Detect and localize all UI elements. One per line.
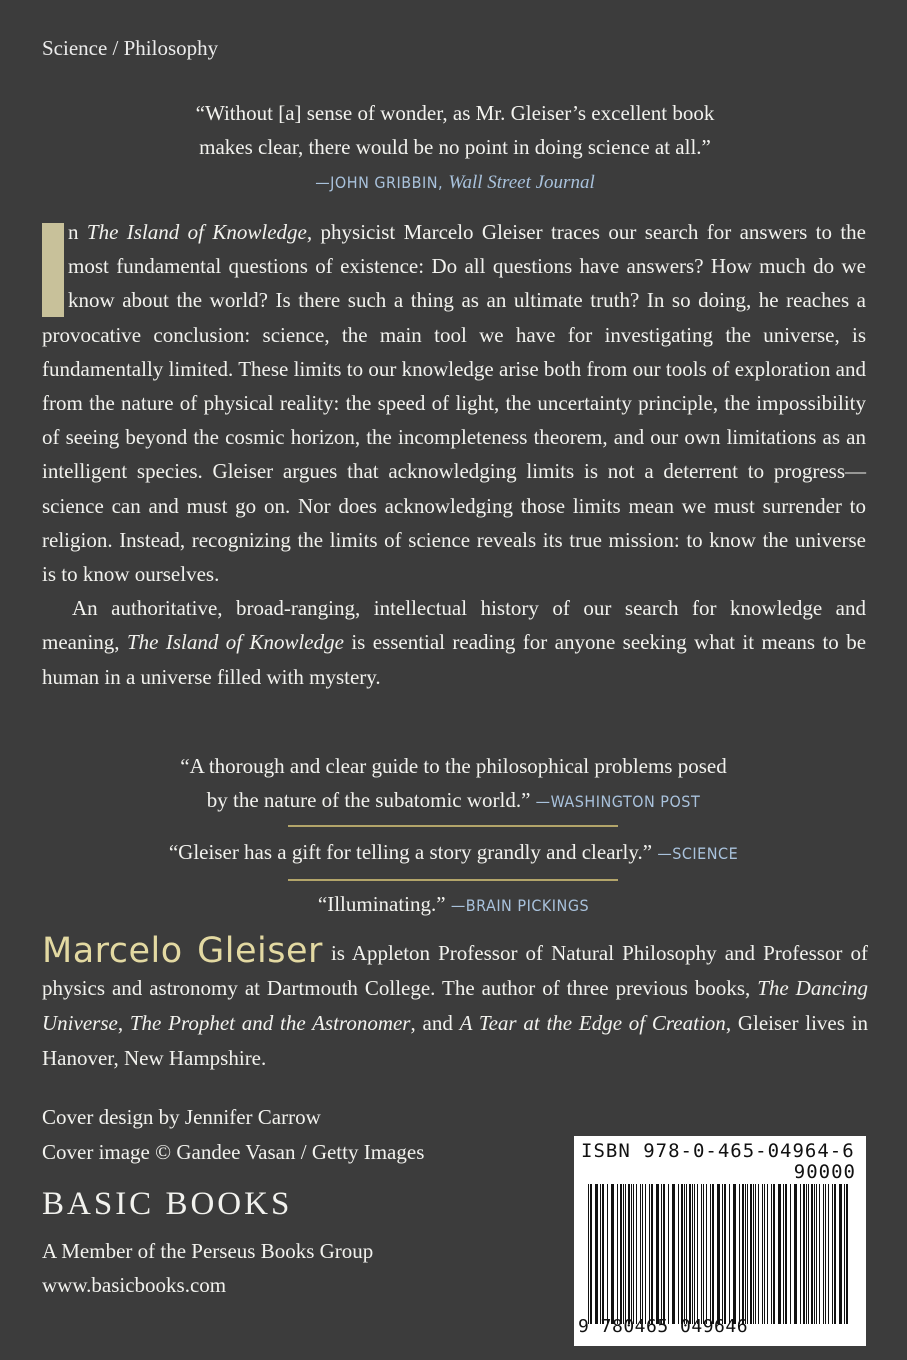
book-title: The Island of Knowledge xyxy=(126,630,344,655)
barcode-bar xyxy=(710,1184,711,1324)
publisher-logo: BASIC BOOKS xyxy=(42,1186,293,1222)
barcode-bar xyxy=(750,1184,752,1324)
quote-attribution xyxy=(70,164,840,200)
barcode-bar xyxy=(724,1184,726,1324)
barcode-bar xyxy=(628,1184,630,1324)
barcode xyxy=(574,1136,866,1346)
barcode-bar xyxy=(607,1184,608,1324)
barcode-bar xyxy=(717,1184,720,1324)
barcode-bar xyxy=(729,1184,730,1324)
publisher-info xyxy=(42,1234,373,1302)
barcode-bar xyxy=(620,1184,622,1324)
barcode-bar xyxy=(747,1184,748,1324)
barcode-bar xyxy=(846,1184,848,1324)
barcode-bar xyxy=(602,1184,604,1324)
barcode-bar xyxy=(672,1184,675,1324)
barcode-bar xyxy=(745,1184,746,1324)
barcode-bar xyxy=(625,1184,626,1324)
barcode-bar xyxy=(663,1184,665,1324)
review-quote: “Gleiser has a gift for telling a story grandly and clearly.” —SCIENCE xyxy=(168,840,739,864)
barcode-bar xyxy=(689,1184,691,1324)
review-quote: “Illuminating.” —BRAIN PICKINGS xyxy=(317,892,590,916)
divider xyxy=(288,879,618,881)
barcode-bar xyxy=(783,1184,784,1324)
publisher-member-line: A Member of the Perseus Books Group xyxy=(42,1239,374,1263)
barcode-bar xyxy=(636,1184,637,1324)
divider xyxy=(288,825,618,827)
barcode-bar xyxy=(733,1184,736,1324)
barcode-bar xyxy=(645,1184,646,1324)
barcode-bar xyxy=(773,1184,775,1324)
isbn-text: ISBN 978-0-465-04964-6 xyxy=(581,1140,855,1162)
barcode-bar xyxy=(611,1184,614,1324)
barcode-bar xyxy=(651,1184,653,1324)
barcode-bar xyxy=(811,1184,813,1324)
book-title: The Island of Knowledge, xyxy=(86,220,313,244)
barcode-bar xyxy=(686,1184,687,1324)
barcode-bar xyxy=(642,1184,643,1324)
top-review-quote xyxy=(70,96,840,200)
cover-credits xyxy=(42,1100,424,1170)
barcode-bar xyxy=(692,1184,693,1324)
book-description xyxy=(42,215,866,694)
barcode-bar xyxy=(814,1184,815,1324)
barcode-bars xyxy=(588,1184,852,1324)
barcode-bar xyxy=(839,1184,842,1324)
drop-cap xyxy=(42,223,64,317)
barcode-bar xyxy=(656,1184,659,1324)
barcode-bar xyxy=(739,1184,740,1324)
barcode-bar xyxy=(640,1184,641,1324)
barcode-bar xyxy=(785,1184,787,1324)
barcode-bar xyxy=(808,1184,809,1324)
barcode-bar xyxy=(758,1184,759,1324)
barcode-bar xyxy=(712,1184,714,1324)
attribution-name: —BRAIN PICKINGS xyxy=(450,896,590,915)
description-paragraph: n The Island of Knowledge, physicist Marcelo Gleiser traces our search for answers to the most fundamental questions of existence: Do all questions have answers? How much do we know about the world? Is there such a thing as an ultimate truth? In so doing, he reaches a provocative conclusion: science, the main tool we have for investigating the universe, is fundamentally limited. These limits to our knowledge arise both from our tools of exploration and from the nature of physical reality: the speed of light, the uncertainty principle, the impossibility of seeing beyond the cosmic horizon, the incompleteness theorem, and our own limitations as an intelligent species. Gleiser argues that acknowledging limits is not a deterrent to progress—science can and must go on. Nor does acknowledging those limits mean we must surrender to religion. Instead, recognizing the limits of science reveals its true mission: to know the universe is to know ourselves. xyxy=(42,220,867,587)
author-bio: Marcelo Gleiser is Appleton Professor of Natural Philosophy and Professor of physics and astronomy at Dartmouth College. The author of three previous books, The Dancing Universe, The Prophet and the Astronomer, and A Tear at the Edge of Creation, Gleiser lives in Hanover, New Hampshire. xyxy=(42,931,869,1070)
barcode-bar xyxy=(828,1184,829,1324)
barcode-bar xyxy=(701,1184,702,1324)
barcode-bar xyxy=(764,1184,765,1324)
barcode-bar xyxy=(767,1184,768,1324)
barcode-bar xyxy=(753,1184,754,1324)
barcode-bar xyxy=(790,1184,791,1324)
publisher-url: www.basicbooks.com xyxy=(42,1273,227,1297)
barcode-bar xyxy=(600,1184,601,1324)
barcode-bar xyxy=(633,1184,634,1324)
barcode-bar xyxy=(806,1184,807,1324)
attribution-name: —JOHN GRIBBIN, xyxy=(315,173,444,192)
barcode-bar xyxy=(668,1184,669,1324)
barcode-bar xyxy=(681,1184,683,1324)
barcode-bar xyxy=(697,1184,698,1324)
barcode-bar xyxy=(595,1184,598,1324)
barcode-bar xyxy=(844,1184,845,1324)
image-credit: Cover image © Gandee Vasan / Getty Images xyxy=(42,1140,425,1164)
barcode-bar xyxy=(678,1184,679,1324)
barcode-bar xyxy=(803,1184,805,1324)
barcode-bar xyxy=(694,1184,695,1324)
design-credit: Cover design by Jennifer Carrow xyxy=(42,1105,321,1129)
attribution-source: Wall Street Journal xyxy=(448,172,595,193)
barcode-bar xyxy=(755,1184,756,1324)
barcode-bar xyxy=(823,1184,824,1324)
book-title: The Dancing Universe xyxy=(42,976,868,1035)
book-title: A Tear at the Edge of Creation xyxy=(459,1011,726,1035)
book-title: The Prophet and the Astronomer xyxy=(129,1011,411,1035)
barcode-bar xyxy=(703,1184,704,1324)
barcode-bar xyxy=(742,1184,744,1324)
ean-digits: 9 780465 049646 xyxy=(578,1316,749,1337)
attribution-name: —WASHINGTON POST xyxy=(535,792,701,811)
barcode-bar xyxy=(588,1184,589,1324)
review-quote: “A thorough and clear guide to the philosophical problems posed by the nature of the subatomic world.” —WASHINGTON POST xyxy=(180,754,727,812)
quote-line: makes clear, there would be no point in doing science at all.” xyxy=(199,135,711,159)
barcode-bar xyxy=(825,1184,826,1324)
barcode-bar xyxy=(762,1184,763,1324)
author-name: Marcelo Gleiser xyxy=(42,931,323,971)
barcode-bar xyxy=(816,1184,817,1324)
barcode-bar xyxy=(661,1184,662,1324)
barcode-bar xyxy=(832,1184,833,1324)
category-label: Science / Philosophy xyxy=(42,36,219,60)
quote-line: “Without [a] sense of wonder, as Mr. Gleiser’s excellent book xyxy=(195,101,715,125)
barcode-bar xyxy=(771,1184,772,1324)
barcode-bar xyxy=(617,1184,618,1324)
barcode-bar xyxy=(794,1184,797,1324)
barcode-bar xyxy=(722,1184,723,1324)
barcode-bar xyxy=(706,1184,707,1324)
barcode-bar xyxy=(631,1184,632,1324)
description-paragraph: An authoritative, broad-ranging, intellectual history of our search for knowledge and meaning, The Island of Knowledge is essential reading for anyone seeking what it means to be human in a universe filled with mystery. xyxy=(42,596,867,689)
barcode-bar xyxy=(800,1184,801,1324)
barcode-bar xyxy=(590,1184,592,1324)
barcode-bar xyxy=(649,1184,650,1324)
attribution-name: —SCIENCE xyxy=(657,844,739,863)
price-code: 90000 xyxy=(793,1161,856,1183)
barcode-bar xyxy=(778,1184,781,1324)
barcode-bar xyxy=(684,1184,685,1324)
barcode-bar xyxy=(623,1184,624,1324)
barcode-bar xyxy=(834,1184,836,1324)
barcode-bar xyxy=(819,1184,820,1324)
